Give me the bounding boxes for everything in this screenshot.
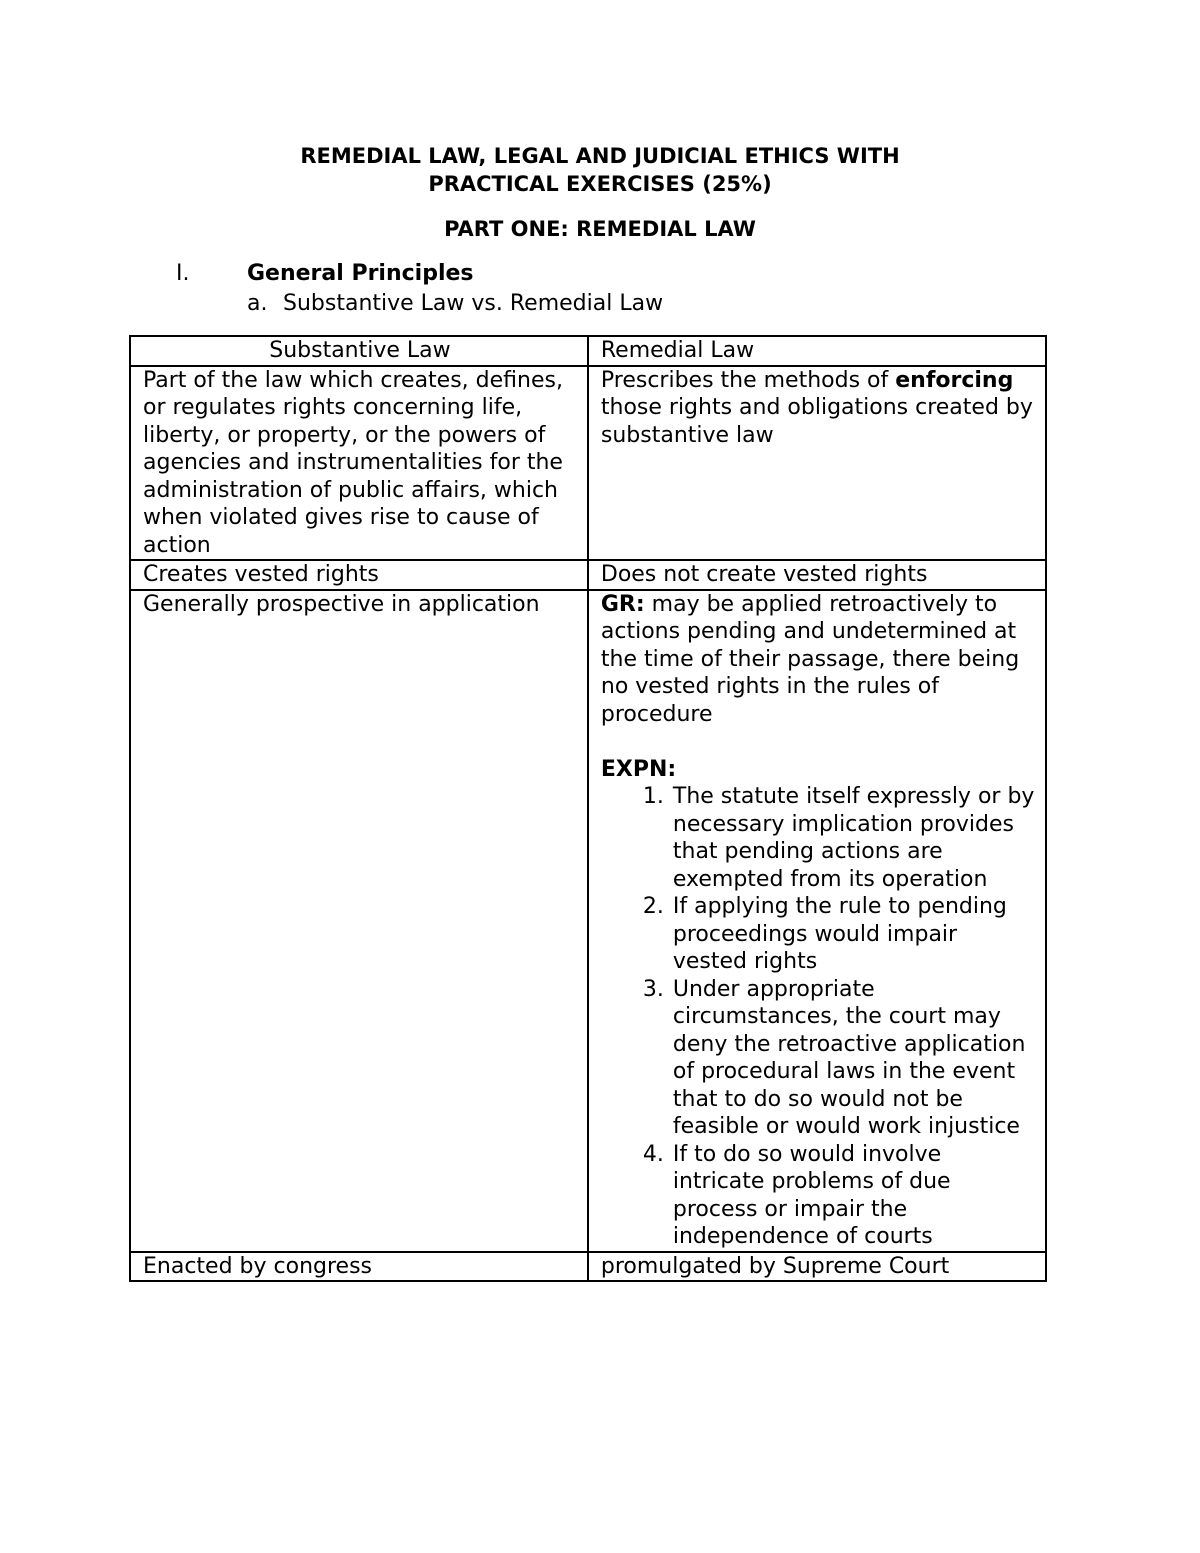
general-rule-text: may be applied retroactively to actions pending and undetermined at the time of their passage, there being no vested rights in the rules of procedure (600, 591, 1020, 727)
substantive-application-cell: Generally prospective in application (130, 590, 588, 1252)
table-row (130, 1252, 1046, 1282)
substantive-enactment-cell: Enacted by congress (130, 1252, 588, 1282)
table-row (130, 366, 1046, 561)
subsection-marker: a. (247, 291, 268, 316)
table-row (130, 590, 1046, 1252)
subsection-heading (247, 290, 663, 318)
spacer (601, 728, 1035, 756)
document-title (0, 142, 1200, 198)
subsection-label: Substantive Law vs. Remedial Law (283, 291, 664, 316)
remedial-definition-text-end: those rights and obligations created by substantive law (600, 395, 1033, 448)
title-line-2: PRACTICAL EXERCISES (25%) (428, 172, 772, 196)
substantive-definition-cell: Part of the law which creates, defines, or regulates rights concerning life, liberty, or property, or the powers of agencies and instrumentalities for the administration of public affairs, which when violated gives rise to cause of action (130, 366, 588, 561)
general-rule-label: GR: (600, 591, 645, 617)
substantive-vested-rights-cell: Creates vested rights (130, 560, 588, 590)
section-label: General Principles (247, 261, 474, 286)
remedial-definition-emphasis: enforcing (895, 367, 1014, 393)
comparison-table (129, 335, 1047, 1282)
remedial-application-cell (588, 590, 1046, 1252)
exceptions-label: EXPN: (600, 756, 677, 782)
header-remedial-law: Remedial Law (588, 336, 1046, 366)
table-header-row (130, 336, 1046, 366)
list-item: 2. If applying the rule to pending proceedings would impair vested rights (671, 893, 1035, 976)
list-item: 4. If to do so would involve intricate problems of due process or impair the independence of courts (671, 1141, 1035, 1251)
remedial-definition-text-start: Prescribes the methods of (600, 367, 896, 393)
section-number: I. (176, 261, 190, 286)
list-item: 1. The statute itself expressly or by necessary implication provides that pending actions are exempted from its operation (671, 783, 1035, 893)
list-item: 3. Under appropriate circumstances, the court may deny the retroactive application of procedural laws in the event that to do so would not be feasible or would work injustice (671, 976, 1035, 1141)
remedial-enactment-cell: promulgated by Supreme Court (588, 1252, 1046, 1282)
general-rule (601, 591, 1035, 729)
remedial-vested-rights-cell: Does not create vested rights (588, 560, 1046, 590)
part-title: PART ONE: REMEDIAL LAW (444, 217, 756, 241)
table-row (130, 560, 1046, 590)
title-line-1: REMEDIAL LAW, LEGAL AND JUDICIAL ETHICS WITH (300, 144, 900, 168)
header-substantive-law: Substantive Law (130, 336, 588, 366)
exceptions-list (601, 783, 1035, 1251)
remedial-definition-cell (588, 366, 1046, 561)
